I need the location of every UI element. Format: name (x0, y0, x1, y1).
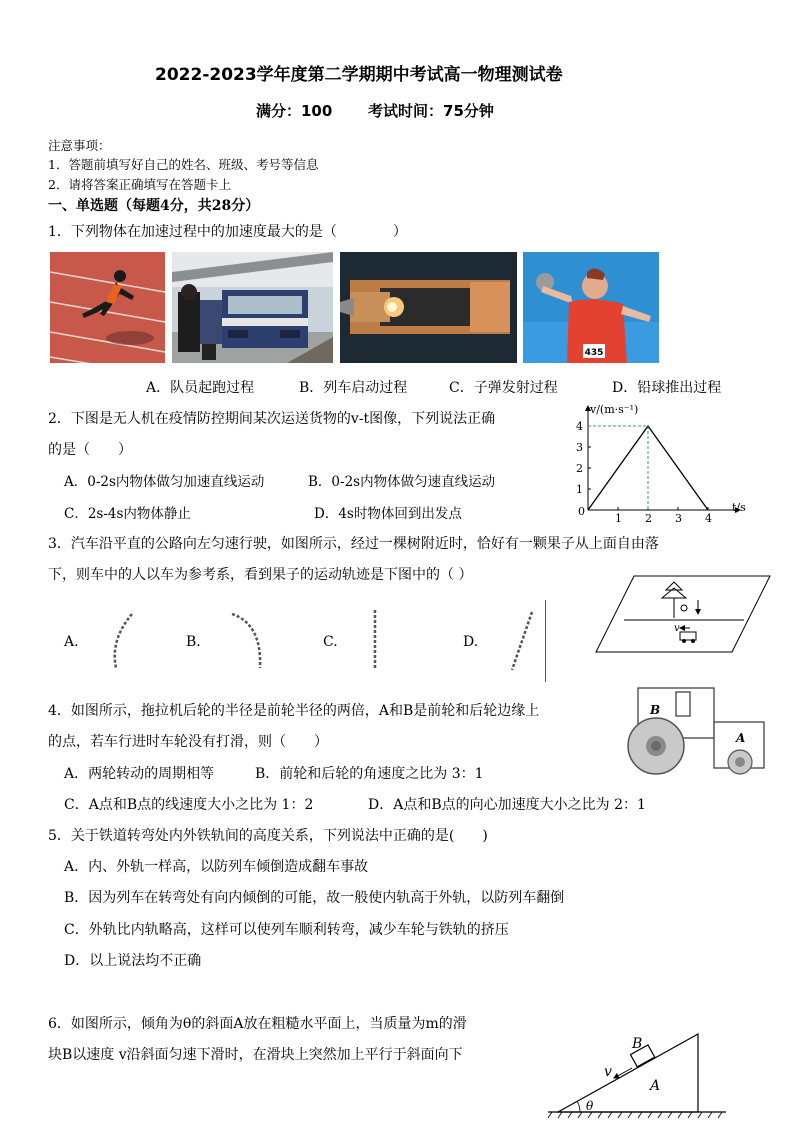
q3-option-c: C. (323, 634, 338, 650)
q4-option-c: C．A点和B点的线速度大小之比为 1：2 (64, 797, 314, 813)
x-axis-label: t/s (732, 501, 746, 514)
q2-stem-cont: 的是（ ） (48, 442, 132, 458)
q5-option-c: C．外轨比内轨略高，这样可以使列车顺利转弯，减少车轮与铁轨的挤压 (64, 922, 509, 938)
notes-heading: 注意事项： (48, 138, 111, 153)
q1-option-b: B．列车启动过程 (299, 380, 408, 396)
q1-option-d: D．铅球推出过程 (612, 380, 722, 396)
angle-theta-label: θ (586, 1099, 594, 1113)
q2-option-b: B．0-2s内物体做匀速直线运动 (308, 474, 496, 490)
q2-option-d: D．4s时物体回到出发点 (314, 506, 462, 522)
q3-option-a: A. (64, 634, 79, 650)
point-a-label: A (736, 731, 746, 745)
full-score: 满分：100 (256, 102, 333, 120)
separator-line (545, 600, 546, 682)
sprinter-photo (50, 252, 165, 363)
trajectory-c (368, 608, 382, 672)
q5-option-a: A．内、外轨一样高，以防列车倾倒造成翻车事故 (64, 859, 369, 875)
q5-option-b: B．因为列车在转弯处有向内倾倒的可能，故一般使内轨高于外轨，以防列车翻倒 (64, 890, 565, 906)
point-b-label: B (650, 703, 661, 717)
q1-option-a: A．队员起跑过程 (146, 380, 255, 396)
q4-stem: 4．如图所示，拖拉机后轮的半径是前轮半径的两倍，A和B是前轮和后轮边缘上 (48, 703, 540, 719)
q2-option-c: C．2s-4s内物体静止 (64, 506, 191, 522)
y-tick-label: 2 (576, 462, 583, 475)
q4-option-d: D．A点和B点的向心加速度大小之比为 2：1 (368, 797, 646, 813)
velocity-v-label: v (604, 1064, 612, 1080)
x-tick-label: 1 (615, 512, 622, 525)
q4-option-a: A．两轮转动的周期相等 (64, 766, 215, 782)
trajectory-b (228, 610, 268, 670)
notes-item: 2．请将答案正确填写在答题卡上 (48, 177, 231, 192)
q6-stem-cont: 块B以速度 v沿斜面匀速下滑时，在滑块上突然加上平行于斜面向下 (48, 1047, 463, 1063)
train-photo (172, 252, 333, 363)
y-tick-label: 4 (576, 420, 583, 433)
q3-stem-cont: 下，则车中的人以车为参考系，看到果子的运动轨迹是下图中的（ ） (48, 567, 473, 583)
origin-label: 0 (578, 505, 585, 518)
tractor-figure (624, 684, 770, 776)
vt-graph (560, 400, 750, 525)
q3-stem: 3．汽车沿平直的公路向左匀速行驶，如图所示，经过一棵树附近时，恰好有一颗果子从上面自由落 (48, 536, 659, 552)
q1-stem: 1．下列物体在加速过程中的加速度最大的是（ ） (48, 224, 407, 240)
q2-stem: 2．下图是无人机在疫情防控期间某次运送货物的v-t图像，下列说法正确 (48, 411, 496, 427)
x-tick-label: 4 (705, 512, 712, 525)
q6-stem: 6．如图所示，倾角为θ的斜面A放在粗糙水平面上，当质量为m的滑 (48, 1016, 467, 1032)
q5-option-d: D．以上说法均不正确 (64, 953, 202, 969)
bib-number: 435 (584, 348, 604, 358)
exam-time: 考试时间：75分钟 (368, 102, 494, 120)
q4-option-b: B．前轮和后轮的角速度之比为 3：1 (255, 766, 484, 782)
shotput-photo (523, 252, 659, 363)
q1-option-c: C．子弹发射过程 (449, 380, 558, 396)
q4-stem-cont: 的点，若车行进时车轮没有打滑，则（ ） (48, 734, 328, 750)
block-b-label: B (632, 1036, 643, 1052)
q2-option-a: A．0-2s内物体做匀加速直线运动 (64, 474, 265, 490)
section-heading: 一、单选题（每题4分，共28分） (48, 198, 260, 214)
q3-option-b: B. (186, 634, 201, 650)
q3-option-d: D. (463, 634, 479, 650)
trajectory-d (506, 608, 536, 674)
q5-stem: 5．关于铁道转弯处内外铁轨间的高度关系，下列说法中正确的是( ) (48, 828, 488, 844)
y-tick-label: 3 (576, 441, 583, 454)
y-tick-label: 1 (576, 483, 583, 496)
road-tree-figure (594, 574, 772, 654)
y-axis-label: v/(m·s⁻¹) (590, 403, 639, 416)
x-tick-label: 2 (645, 512, 652, 525)
velocity-label: v (674, 623, 680, 634)
trajectory-a (108, 610, 138, 670)
exam-title: 2022-2023学年度第二学期期中考试高一物理测试卷 (155, 65, 563, 85)
x-tick-label: 3 (675, 512, 682, 525)
incline-figure (546, 1030, 730, 1120)
bullet-photo (340, 252, 517, 363)
notes-item: 1．答题前填写好自己的姓名、班级、考号等信息 (48, 157, 319, 172)
incline-a-label: A (650, 1078, 661, 1094)
